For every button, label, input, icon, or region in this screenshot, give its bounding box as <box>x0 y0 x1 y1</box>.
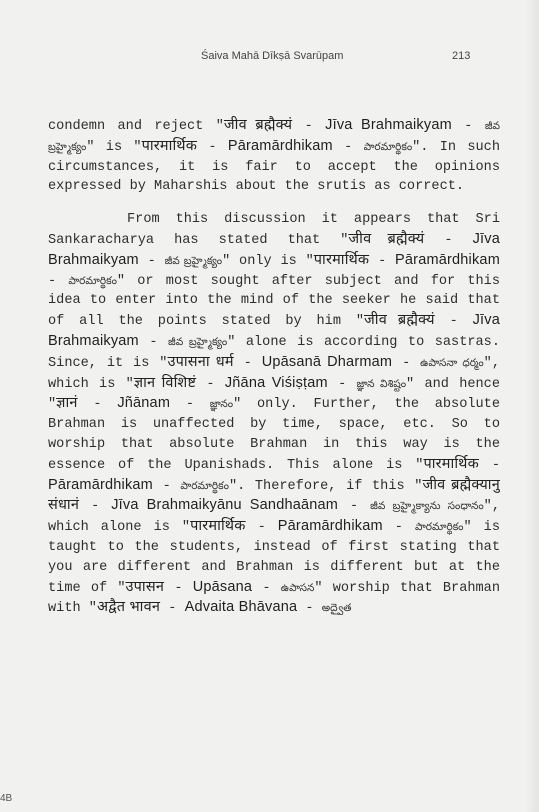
text-run: - <box>77 397 118 413</box>
term: Pāramārdhikam <box>227 137 333 154</box>
text-run: - <box>297 601 322 617</box>
page-edge-shadow <box>525 0 539 812</box>
text-run: - <box>138 334 169 350</box>
telugu-term: ఉపాసన <box>280 581 315 594</box>
text-run: - <box>424 232 473 248</box>
term: Pāramārdhikam <box>48 476 153 493</box>
text-run: - <box>196 376 225 392</box>
text-run: - <box>392 355 421 371</box>
text-run: - <box>152 478 181 494</box>
text-run: condemn and reject " <box>48 119 224 134</box>
term: Pāramārdhikam <box>395 251 500 268</box>
page-number: 213 <box>452 50 471 62</box>
text-run: - <box>138 253 165 269</box>
term: Upāsana <box>192 578 253 595</box>
telugu-term: ఉపాసనా ధర్మం <box>420 356 484 369</box>
telugu-term: అద్వైత <box>321 602 352 615</box>
term: Jīva Brahmaikyam <box>48 230 500 268</box>
text-run: - <box>164 580 193 596</box>
term: उपासना धर्म <box>167 353 234 370</box>
telugu-term: జ్ఞాన విశిష్టం <box>356 377 407 390</box>
text-run: - <box>197 139 228 155</box>
paragraph-1 <box>48 116 500 197</box>
text-run: - <box>338 499 371 515</box>
term: Jīva Brahmaikyam <box>325 117 452 133</box>
telugu-term: జీవ బ్రహ్మైక్యాను సంధానం <box>370 500 484 513</box>
telugu-term: పారమార్థికం <box>363 140 413 153</box>
text-run: " is taught to the students, instead of first stating that you are different and Brahman is different but at the time of " <box>48 520 500 596</box>
term: Jīva Brahmaikyam <box>48 312 500 349</box>
text-run: " only is " <box>222 253 314 269</box>
text-run: - <box>327 376 357 392</box>
telugu-term: జీవ బ్రహ్మైక్యం <box>168 335 228 348</box>
text-run: - <box>170 397 210 413</box>
term: अद्वैत भावन <box>96 599 161 616</box>
text-run: - <box>332 139 364 155</box>
term: पारमार्थिक <box>190 518 246 535</box>
term: Jīva Brahmaikyānu Sandhaānam <box>111 497 339 514</box>
term: जीव ब्रह्मैक्यं <box>223 117 293 133</box>
text-run: ", which is " <box>48 355 500 392</box>
running-header <box>0 50 539 66</box>
term: Upāsanā Dharmam <box>261 353 393 370</box>
term: Pāramārdhikam <box>277 518 383 535</box>
telugu-term: పారమార్థికం <box>68 274 117 287</box>
telugu-term: జ్ఞానం <box>209 398 234 411</box>
text-run: " or most sought after subject and for this idea to enter into the mind of the seeker he said that of all the points stated by him " <box>48 273 500 330</box>
text-run: - <box>160 601 185 617</box>
folio-mark: 4B <box>0 793 13 804</box>
text-run: " worship that Brahman with " <box>48 580 500 617</box>
text-run: - <box>233 355 262 371</box>
text-run: " only. Further, the absolute Brahman is unaffected by time, space, etc. So to worship that absolute Brahman in this way is the essence of the Upanishads. This alone is " <box>48 397 500 473</box>
term: पारमार्थिक <box>423 455 479 472</box>
text-run: - <box>252 580 281 596</box>
term: ज्ञान विशिष्टं <box>133 374 197 391</box>
term: जीव ब्रह्मैक्यं <box>363 312 435 329</box>
text-run: ". In such circumstances, it is fair to accept the opinions expressed by Maharshis about the srutis as correct. <box>48 139 500 195</box>
text-run: - <box>451 119 485 134</box>
body-text <box>48 116 500 619</box>
term: ज्ञानं <box>56 395 78 412</box>
text-run: - <box>369 253 396 269</box>
telugu-term: పారమార్థికం <box>180 479 229 492</box>
term: जीव ब्रह्मैक्यं <box>348 230 425 247</box>
text-run: ". Therefore, if this " <box>228 478 423 494</box>
text-run: - <box>382 520 415 536</box>
text-run: - <box>292 119 326 134</box>
text-run: " alone is according to sastras. Since, it is " <box>48 334 500 371</box>
term: Jñāna Viśiṣṭam <box>224 374 328 391</box>
telugu-term: జీవ బ్రహ్మైక్యం <box>48 120 500 153</box>
telugu-term: పారమార్థికం <box>414 521 464 534</box>
term: Jñānam <box>117 395 171 412</box>
text-run: ", which alone is " <box>48 499 500 536</box>
term: जीव ब्रह्मैक्यानु संधानं <box>48 476 500 514</box>
paragraph-2 <box>48 210 500 619</box>
text-run: - <box>79 499 112 515</box>
text-run: - <box>245 520 278 536</box>
term: Advaita Bhāvana <box>184 599 298 616</box>
term: पारमार्थिक <box>313 251 370 268</box>
text-run: " is " <box>86 139 142 155</box>
text-run: - <box>434 314 473 330</box>
term: उपासन <box>125 578 165 595</box>
text-run: From this discussion it appears that Sri Sankaracharya has stated that " <box>48 212 500 248</box>
running-title: Śaiva Mahā Dīkṣā Svarūpam <box>201 50 344 62</box>
telugu-term: జీవ బ్రహ్మైక్యం <box>164 254 223 267</box>
text-run: " and hence " <box>48 376 500 413</box>
text-run: - <box>48 273 69 289</box>
term: पारमार्थिक <box>141 137 198 154</box>
text-run: - <box>478 457 500 473</box>
